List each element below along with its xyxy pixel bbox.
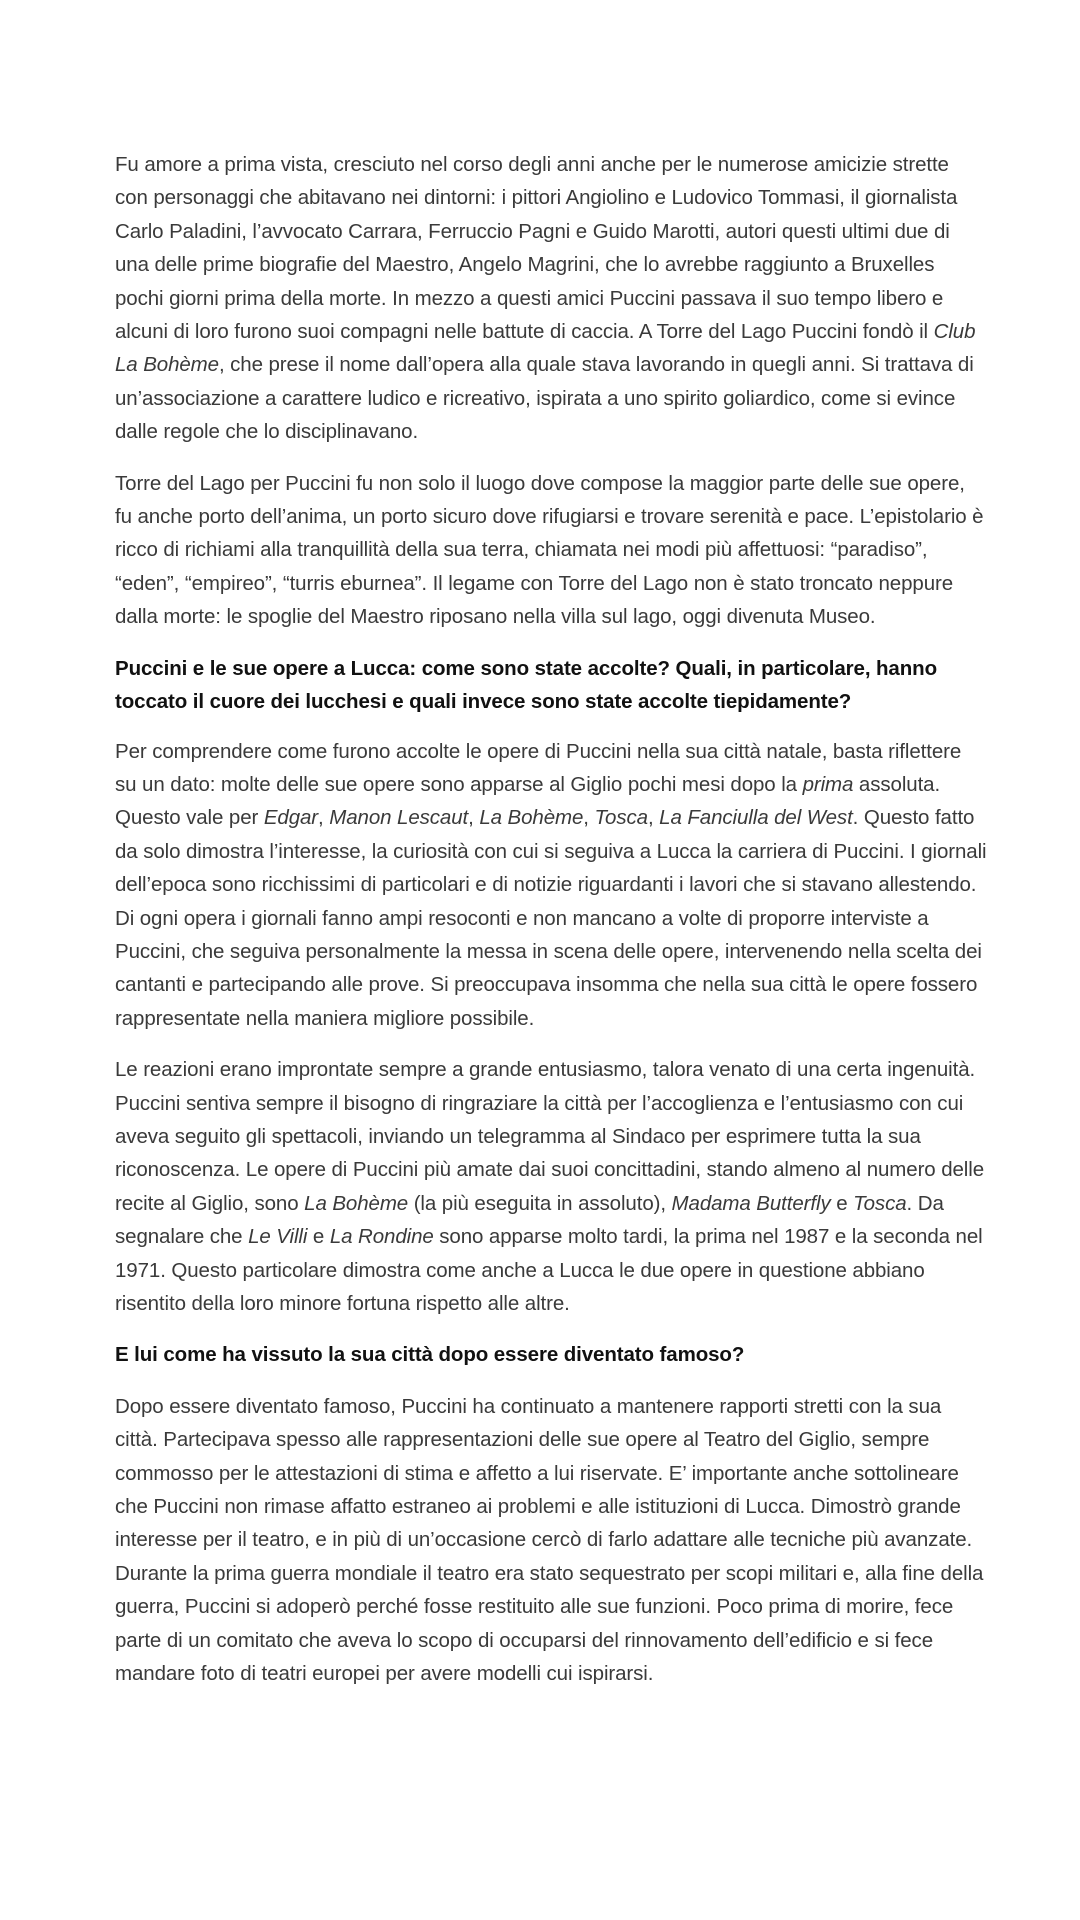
text-span: sono apparse molto tardi, la prima nel 1987 e la seconda nel 1971. Questo particolare dimostra come anche a Lucca le due opere in questione abbiano risentito della loro minore fortuna rispetto alle altre. — [115, 1225, 983, 1315]
opera-title: Le Villi — [248, 1225, 308, 1249]
opera-title: La Rondine — [329, 1225, 434, 1249]
question-heading-operas-lucca: Puccini e le sue opere a Lucca: come sono state accolte? Quali, in particolare, hanno toccato il cuore dei lucchesi e quali invece sono state accolte tiepidamente? — [115, 656, 938, 714]
text-span: Fu amore a prima vista, cresciuto nel corso degli anni anche per le numerose amicizie strette con personaggi che abitavano nei dintorni: i pittori Angiolino e Ludovico Tommasi, il giornalista Carlo Paladini, l’avvocato Carrara, Ferruccio Pagni e Guido Marotti, autori questi ultimi due di una delle prime biografie del Maestro, Angelo Magrini, che lo avrebbe raggiunto a Bruxelles pochi giorni prima della morte. In mezzo a questi amici Puccini passava il suo tempo libero e alcuni di loro furono suoi compagni nelle battute di caccia. A Torre del Lago Puccini fondò il — [115, 153, 958, 344]
opera-title: Tosca — [594, 806, 648, 830]
opera-title: Tosca — [853, 1191, 907, 1215]
text-span: . Questo fatto da solo dimostra l’interesse, la curiosità con cui si seguiva a Lucca la carriera di Puccini. I giornali dell’epoca sono ricchissimi di particolari e di notizie riguardanti i lavori che si stavano allestendo. Di ogni opera i giornali fanno ampi resoconti e non mancano a volte di proporre interviste a Puccini, che seguiva personalmente la messa in scena delle opere, intervenendo nella scelta dei cantanti e partecipando alle prove. Si preoccupava insomma che nella sua città le opere fossero rappresentate nella maniera migliore possibile. — [115, 806, 987, 1030]
paragraph-friends — [115, 148, 987, 449]
text-span: , — [583, 806, 595, 830]
paragraph-reception — [115, 735, 987, 1036]
text-span: , — [647, 806, 660, 830]
text-span: , che prese il nome dall’opera alla quale stava lavorando in quegli anni. Si trattava di un’associazione a carattere ludico e ricreativo, ispirata a uno spirito goliardico, come si evince dalle regole che lo disciplinavano. — [115, 353, 974, 444]
opera-title: La Fanciulla del West — [659, 806, 853, 830]
text-span: , — [468, 806, 480, 830]
paragraph-torre-del-lago: Torre del Lago per Puccini fu non solo il luogo dove compose la maggior parte delle sue opere, fu anche porto dell’anima, un porto sicuro dove rifugiarsi e trovare serenità e pace. L’epistolario è ricco di richiami alla tranquillità della sua terra, chiamata nei modi più affettuosi: “paradiso”, “eden”, “empireo”, “turris eburnea”. Il legame con Torre del Lago non è stato troncato neppure dalla morte: le spoglie del Maestro riposano nella villa sul lago, oggi divenuta Museo. — [115, 471, 984, 629]
opera-title: La Bohème — [479, 806, 584, 830]
text-span: Le reazioni erano improntate sempre a grande entusiasmo, talora venato di una certa ingenuità. Puccini sentiva sempre il bisogno di ringraziare la città per l’accoglienza e l’entusiasmo con cui aveva seguito gli spettacoli, inviando un telegramma al Sindaco per esprimere tutta la sua riconoscenza. Le opere di Puccini più amate dai suoi concittadini, stando almeno al numero delle recite al Giglio, sono — [115, 1058, 985, 1215]
italic-term: prima — [802, 772, 854, 796]
text-span: assoluta. Questo vale per — [115, 772, 941, 830]
text-span: . Da segnalare che — [115, 1191, 944, 1249]
text-span: Per comprendere come furono accolte le opere di Puccini nella sua città natale, basta riflettere su un dato: molte delle sue opere sono apparse al Giglio pochi mesi dopo la — [115, 739, 962, 796]
text-span: , — [318, 806, 330, 830]
opera-title: Manon Lescaut — [329, 806, 469, 830]
opera-title: Edgar — [263, 806, 319, 830]
question-heading-life-after-fame: E lui come ha vissuto la sua città dopo essere diventato famoso? — [115, 1343, 745, 1367]
text-span: (la più eseguita in assoluto), — [408, 1191, 672, 1215]
opera-title: Madama Butterfly — [671, 1191, 831, 1215]
opera-title: La Bohème — [304, 1191, 409, 1215]
paragraph-after-fame: Dopo essere diventato famoso, Puccini ha continuato a mantenere rapporti stretti con la sua città. Partecipava spesso alle rappresentazioni delle sue opere al Teatro del Giglio, sempre commosso per le attestazioni di stima e affetto a lui riservate. E’ importante anche sottolineare che Puccini non rimase affatto estraneo ai problemi e alle istituzioni di Lucca. Dimostrò grande interesse per il teatro, e in più di un’occasione cercò di farlo adattare alle tecniche più avanzate. Durante la prima guerra mondiale il teatro era stato sequestrato per scopi militari e, alla fine della guerra, Puccini si adoperò perché fosse restituito alle sue funzioni. Poco prima di morire, fece parte di un comitato che aveva lo scopo di occuparsi del rinnovamento dell’edificio e si fece mandare foto di teatri europei per avere modelli cui ispirarsi. — [115, 1394, 984, 1686]
paragraph-reactions — [115, 1053, 987, 1320]
text-span: e — [830, 1191, 854, 1215]
club-name: Club La Bohème — [115, 320, 976, 377]
article-body — [115, 148, 987, 1708]
text-span: e — [307, 1225, 330, 1249]
